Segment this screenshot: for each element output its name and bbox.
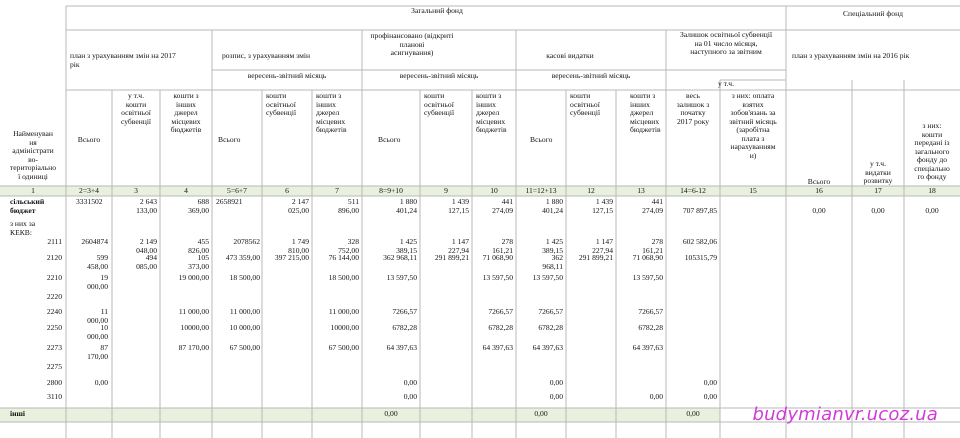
table-cell: 291 899,21 — [578, 253, 613, 262]
table-cell: 18 500,00 — [229, 273, 260, 282]
table-cell: 64 397,63 — [632, 343, 663, 352]
col-number: 9 — [444, 186, 448, 195]
table-cell: 1 425 389,15 — [542, 237, 563, 255]
table-cell: 64 397,63 — [386, 343, 417, 352]
other-row-band — [0, 408, 720, 422]
table-cell: 0,00 — [549, 392, 563, 401]
balance-header: Залишок освітньої субвенції на 01 число місяця, наступного за звітним — [679, 30, 773, 57]
cash-subvention-header: кошти освітньої субвенції — [570, 91, 601, 118]
col-number: 15 — [749, 186, 757, 195]
table-cell: 397 215,00 — [274, 253, 309, 262]
period-header-1: вересень-звітний місяць — [247, 71, 327, 80]
table-cell: 71 068,90 — [482, 253, 513, 262]
kekv-code: 2275 — [46, 362, 62, 371]
other-row-label: інші — [10, 409, 26, 418]
table-cell: 2078562 — [233, 237, 260, 246]
table-cell: 11 000,00 — [87, 307, 108, 325]
village-budget-label: сільський бюджет — [10, 197, 45, 215]
cash-other-header: кошти з інших джерел місцевих бюджетів — [630, 91, 661, 135]
table-cell: 67 500,00 — [328, 343, 359, 352]
cell-other-c8: 0,00 — [384, 409, 398, 418]
table-cell: 2604874 — [81, 237, 108, 246]
financed-header: профінансовано (відкриті планові асигнування) — [370, 31, 454, 58]
cell-other-c11: 0,00 — [534, 409, 548, 418]
col-number: 11=12+13 — [525, 186, 557, 195]
plan-2017-header: план з урахуванням змін на 2017 рік — [70, 51, 176, 69]
table-cell: 10000,00 — [330, 323, 359, 332]
kekv-code: 2111 — [47, 237, 62, 246]
col-number: 5=6+7 — [227, 186, 247, 195]
kekv-code: 3110 — [47, 392, 62, 401]
financed-subvention-header: кошти освітньої субвенції — [424, 91, 455, 118]
balance-total-header: весь залишок з початку 2017 року — [676, 91, 710, 126]
cell-village-c14: 707 897,85 — [682, 206, 717, 215]
special-total-header: Всього — [807, 177, 831, 186]
balance-wages-header: з них: оплата взятих зобов'язань за звітний місяць (заробітна плата з нарахуванням и) — [729, 91, 777, 161]
cell-village-c11: 1 880 401,24 — [542, 197, 563, 215]
table-cell: 2 149 048,00 — [136, 237, 157, 255]
table-cell: 0,00 — [94, 378, 108, 387]
period-header-3: вересень-звітний місяць — [551, 71, 631, 80]
cell-village-c2: 3331502 — [76, 197, 103, 206]
table-cell: 13 597,50 — [532, 273, 563, 282]
cell-village-c9: 1 439 127,15 — [448, 197, 469, 215]
table-cell: 87 170,00 — [178, 343, 209, 352]
table-cell: 7266,57 — [538, 307, 563, 316]
painting-other-header: кошти з інших джерел місцевих бюджетів — [316, 91, 347, 135]
cash-total-header: Всього — [530, 135, 553, 144]
table-cell: 0,00 — [703, 392, 717, 401]
cell-village-c12: 1 439 127,15 — [592, 197, 613, 215]
kekv-code: 2240 — [46, 307, 62, 316]
table-cell: 105 373,00 — [188, 253, 209, 271]
general-fund-header: Загальний фонд — [411, 6, 463, 15]
cell-village-c5: 2658921 — [216, 197, 243, 206]
kekv-code: 2273 — [46, 343, 62, 352]
table-cell: 6782,28 — [488, 323, 513, 332]
table-cell: 64 397,63 — [532, 343, 563, 352]
plan-subvention-header: у т.ч. кошти освітньої субвенції — [120, 91, 152, 126]
table-cell: 19 000,00 — [87, 273, 108, 291]
table-cell: 10 000,00 — [87, 323, 108, 341]
special-transfer-header: з них: кошти передані із загального фонду до спеціально го фонду — [914, 121, 950, 182]
table-cell: 13 597,50 — [386, 273, 417, 282]
table-cell: 291 899,21 — [434, 253, 469, 262]
table-cell: 1 425 389,15 — [396, 237, 417, 255]
col-number: 17 — [874, 186, 882, 195]
kekv-code: 2220 — [46, 292, 62, 301]
painting-subvention-header: кошти освітньої субвенції — [266, 91, 297, 118]
cell-village-c6: 2 147 025,00 — [288, 197, 309, 215]
col-number: 13 — [637, 186, 645, 195]
financed-other-header: кошти з інших джерел місцевих бюджетів — [476, 91, 507, 135]
table-cell: 11 000,00 — [229, 307, 260, 316]
plan-other-header: кошти з інших джерел місцевих бюджетів — [170, 91, 202, 135]
col-number: 7 — [335, 186, 339, 195]
table-cell: 11 000,00 — [328, 307, 359, 316]
kekv-code: 2250 — [46, 323, 62, 332]
col-number: 18 — [928, 186, 936, 195]
table-cell: 10000,00 — [180, 323, 209, 332]
col-number: 16 — [815, 186, 823, 195]
financed-total-header: Всього — [378, 135, 401, 144]
kekv-label: з них за КЕКВ: — [10, 219, 36, 237]
table-cell: 0,00 — [703, 378, 717, 387]
col-number: 8=9+10 — [379, 186, 403, 195]
col-number: 10 — [490, 186, 498, 195]
kekv-code: 2210 — [46, 273, 62, 282]
kekv-code: 2120 — [46, 253, 62, 262]
col-number: 1 — [31, 186, 35, 195]
watermark-text: budymianvr.ucoz.ua — [752, 404, 938, 425]
table-cell: 19 000,00 — [178, 273, 209, 282]
special-development-header: у т.ч. видатки розвитку — [863, 159, 893, 186]
cell-village-c3: 2 643 133,00 — [136, 197, 157, 215]
table-cell: 455 826,00 — [188, 237, 209, 255]
table-cell: 278 161,21 — [642, 237, 663, 255]
table-cell: 0,00 — [649, 392, 663, 401]
table-cell: 7266,57 — [638, 307, 663, 316]
table-cell: 105315,79 — [684, 253, 717, 262]
name-column-header: Найменуван ня адміністрати во- територіально ї одиниці — [9, 129, 57, 181]
col-number: 3 — [134, 186, 138, 195]
cell-village-c10: 441 274,09 — [492, 197, 513, 215]
period-header-2: вересень-звітний місяць — [399, 71, 479, 80]
table-cell: 7266,57 — [392, 307, 417, 316]
plan-2016-header: план з урахуванням змін на 2016 рік — [792, 51, 910, 60]
cell-village-c8: 1 880 401,24 — [396, 197, 417, 215]
table-cell: 362 968,11 — [383, 253, 417, 262]
col-number: 6 — [285, 186, 289, 195]
table-cell: 7266,57 — [488, 307, 513, 316]
table-cell: 11 000,00 — [178, 307, 209, 316]
cash-header: касові видатки — [546, 51, 594, 60]
col-number: 14=6-12 — [680, 186, 706, 195]
table-cell: 13 597,50 — [482, 273, 513, 282]
table-cell: 362 968,11 — [542, 253, 563, 271]
table-cell: 0,00 — [549, 378, 563, 387]
table-cell: 0,00 — [403, 378, 417, 387]
grid-lines — [0, 6, 960, 438]
table-cell: 1 147 227,94 — [448, 237, 469, 255]
col-number: 2=3+4 — [79, 186, 99, 195]
table-cell: 602 582,06 — [682, 237, 717, 246]
painting-header: розпис, з урахуванням змін — [221, 51, 311, 60]
table-cell: 6782,28 — [638, 323, 663, 332]
table-cell: 87 170,00 — [87, 343, 108, 361]
table-cell: 76 144,00 — [328, 253, 359, 262]
balance-incl-header: у т.ч. — [717, 79, 735, 88]
painting-total-header: Всього — [218, 135, 241, 144]
table-cell: 67 500,00 — [229, 343, 260, 352]
table-cell: 599 458,00 — [87, 253, 108, 271]
col-number: 12 — [587, 186, 595, 195]
table-cell: 494 085,00 — [136, 253, 157, 271]
table-cell: 10 000,00 — [229, 323, 260, 332]
cell-village-c4: 688 369,00 — [188, 197, 209, 215]
special-fund-header: Спеціальний фонд — [842, 9, 904, 18]
cell-other-c14: 0,00 — [686, 409, 700, 418]
cell-village-c7: 511 896,00 — [338, 197, 359, 215]
table-cell: 328 752,00 — [338, 237, 359, 255]
table-cell: 278 161,21 — [492, 237, 513, 255]
table-cell: 1 749 810,00 — [288, 237, 309, 255]
cell-village-c16: 0,00 — [812, 206, 826, 215]
col-number: 4 — [184, 186, 188, 195]
table-cell: 0,00 — [403, 392, 417, 401]
plan-total-header: Всього — [77, 135, 101, 144]
cell-village-c13: 441 274,09 — [642, 197, 663, 215]
table-cell: 18 500,00 — [328, 273, 359, 282]
table-cell: 6782,28 — [392, 323, 417, 332]
table-cell: 1 147 227,94 — [592, 237, 613, 255]
kekv-code: 2800 — [46, 378, 62, 387]
cell-village-c18: 0,00 — [925, 206, 939, 215]
cell-village-c17: 0,00 — [871, 206, 885, 215]
table-cell: 473 359,00 — [225, 253, 260, 262]
table-cell: 6782,28 — [538, 323, 563, 332]
table-cell: 13 597,50 — [632, 273, 663, 282]
table-cell: 71 068,90 — [632, 253, 663, 262]
table-cell: 64 397,63 — [482, 343, 513, 352]
